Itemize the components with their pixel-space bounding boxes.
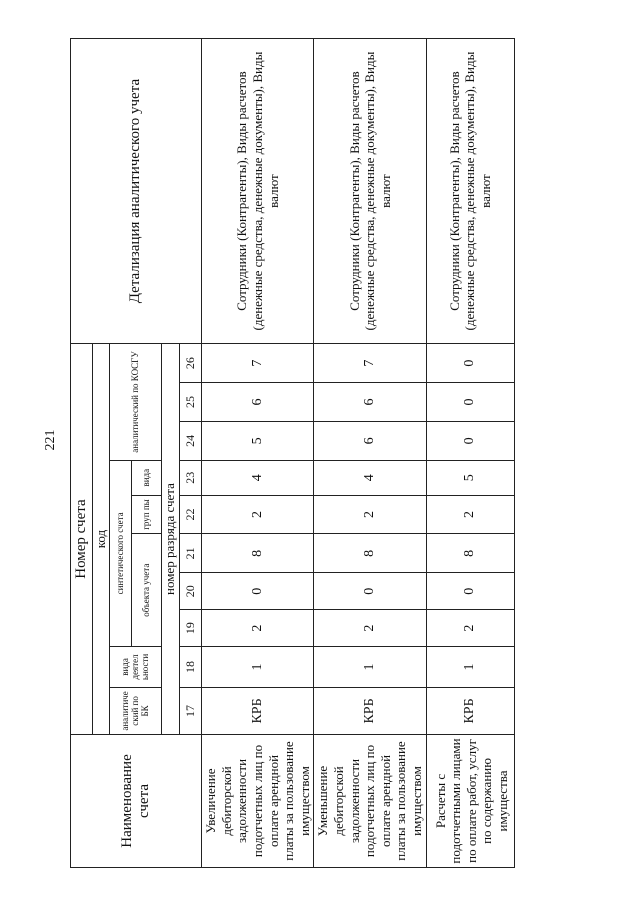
- table-row: [202, 39, 314, 868]
- header-code: код: [93, 344, 110, 735]
- code-cell: 2: [202, 495, 314, 534]
- code-cell: 2: [426, 610, 514, 647]
- code-cell: 1: [314, 646, 426, 687]
- digit-col-26: 26: [180, 344, 202, 383]
- header-activity-type: вида деятел ьности: [110, 646, 162, 687]
- digit-col-20: 20: [180, 573, 202, 610]
- table-row: [314, 39, 426, 868]
- code-cell: 6: [314, 421, 426, 460]
- header-analytic-bk: аналитиче ский по БК: [110, 687, 162, 734]
- table-container: [70, 38, 510, 868]
- code-cell: 0: [426, 573, 514, 610]
- code-cell: 7: [202, 344, 314, 383]
- header-kind: вида: [132, 460, 162, 495]
- code-cell: 8: [314, 534, 426, 573]
- code-cell: 6: [314, 383, 426, 422]
- row-detail: Сотрудники (Контрагенты), Виды расчетов (денежные средства, денежные документы), Виды валют: [202, 39, 314, 344]
- code-cell: 2: [426, 495, 514, 534]
- code-cell: 0: [314, 573, 426, 610]
- code-cell: 4: [314, 460, 426, 495]
- code-cell: 0: [426, 344, 514, 383]
- digit-col-22: 22: [180, 495, 202, 534]
- digit-col-21: 21: [180, 534, 202, 573]
- header-group: груп пы: [132, 495, 162, 534]
- digit-col-25: 25: [180, 383, 202, 422]
- row-name: Увеличение дебиторской задолженности подотчетных лиц по оплате арендной платы за пользование имуществом: [202, 734, 314, 867]
- digit-col-18: 18: [180, 646, 202, 687]
- code-cell: КРБ: [314, 687, 426, 734]
- code-cell: 5: [426, 460, 514, 495]
- code-cell: КРБ: [202, 687, 314, 734]
- table-row: [426, 39, 514, 868]
- code-cell: 0: [202, 573, 314, 610]
- digit-col-23: 23: [180, 460, 202, 495]
- header-synthetic: синтетического счета: [110, 460, 132, 646]
- header-account-number: Номер счета: [71, 344, 93, 735]
- code-cell: 7: [314, 344, 426, 383]
- code-cell: 6: [202, 383, 314, 422]
- code-cell: 4: [202, 460, 314, 495]
- code-cell: 2: [202, 610, 314, 647]
- digit-col-19: 19: [180, 610, 202, 647]
- code-cell: 2: [314, 610, 426, 647]
- row-detail: Сотрудники (Контрагенты), Виды расчетов (денежные средства, денежные документы), Виды валют: [314, 39, 426, 344]
- row-name: Расчеты с подотчетными лицами по оплате работ, услуг по содержанию имущества: [426, 734, 514, 867]
- code-cell: 8: [202, 534, 314, 573]
- code-cell: 0: [426, 383, 514, 422]
- header-detail: Детализация аналитического учета: [71, 39, 202, 344]
- code-cell: 5: [202, 421, 314, 460]
- page-number: 221: [43, 429, 58, 451]
- code-cell: 1: [426, 646, 514, 687]
- header-analytic-kosgu: аналитический по КОСГУ: [110, 344, 162, 461]
- digit-col-24: 24: [180, 421, 202, 460]
- row-detail: Сотрудники (Контрагенты), Виды расчетов (денежные средства, денежные документы), Виды валют: [426, 39, 514, 344]
- code-cell: 8: [426, 534, 514, 573]
- header-digit-number: номер разряда счета: [162, 344, 180, 735]
- header-account-object: объекта учета: [132, 534, 162, 647]
- header-account-name: Наименование счета: [71, 734, 202, 867]
- row-name: Уменьшение дебиторской задолженности подотчетных лиц по оплате арендной платы за пользование имуществом: [314, 734, 426, 867]
- code-cell: КРБ: [426, 687, 514, 734]
- digit-col-17: 17: [180, 687, 202, 734]
- code-cell: 1: [202, 646, 314, 687]
- code-cell: 0: [426, 421, 514, 460]
- account-table: [70, 38, 515, 868]
- code-cell: 2: [314, 495, 426, 534]
